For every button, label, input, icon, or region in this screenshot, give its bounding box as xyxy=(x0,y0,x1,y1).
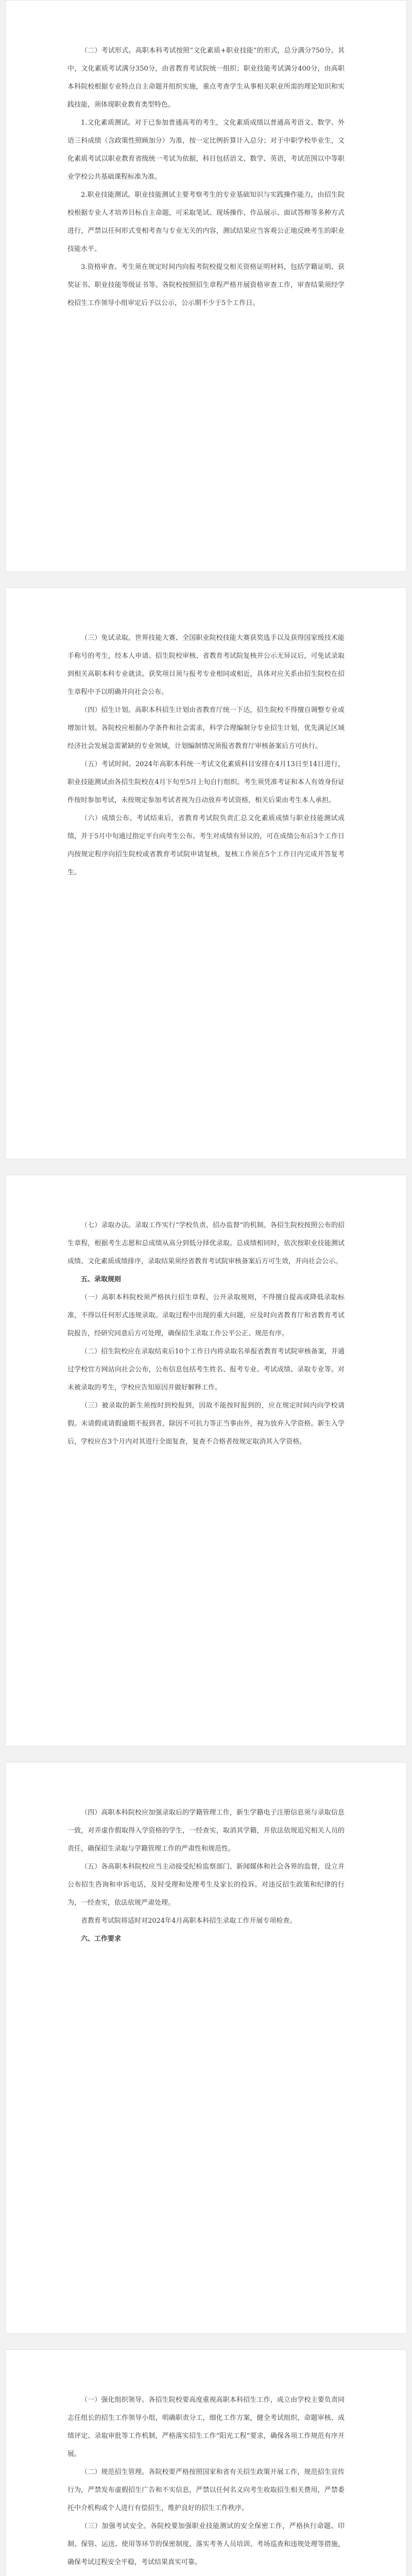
paragraph: （四）高职本科院校应加强录取后的学籍管理工作，新生学籍电子注册信息须与录取信息一致，对弄虚作假取得入学资格的学生，一经查实，取消其学籍，并依法依规追究相关人员的责任，确保招生录取与学籍管理工作的严肃性和规范性。 xyxy=(67,1809,345,1853)
paragraph: （二）规范招生管理。各院校要严格按照国家和省有关招生政策开展工作，规范招生宣传行为，严禁发布虚假招生广告和不实信息，严禁以任何名义向考生收取招生相关费用，严禁委托中介机构或个人进行有偿招生，维护良好的招生工作秩序。 xyxy=(67,2468,345,2512)
paragraph: （四）招生计划。高职本科招生计划由省教育厅统一下达，招生院校不得擅自调整专业或增加计划。各院校应根据办学条件和社会需求，科学合理编制分专业招生计划，优先满足区域经济社会发展急需紧缺的专业领域，计划编制情况须报省教育厅审核备案后方可执行。 xyxy=(67,706,345,750)
paragraph: （一）高职本科院校须严格执行招生章程，公开录取规则，不得擅自提高或降低录取标准，不得以任何形式违规录取。录取过程中出现的重大问题，应及时向省教育厅和省教育考试院报告，经研究同意后方可处理，确保招生录取工作公平公正、规范有序。 xyxy=(67,1294,345,1337)
page-5 xyxy=(5,2349,407,2576)
paragraph: （三）被录取的新生须按时到校报到，因故不能按时报到的，应在规定时间内向学校请假。未请假或请假逾期不报到者，除因不可抗力等正当事由外，视为放弃入学资格。新生入学后，学校应在3个月内对其进行全面复查，复查不合格者按规定取消其入学资格。 xyxy=(67,1402,345,1446)
paragraph xyxy=(67,2571,345,2576)
paragraph: （五）各高职本科院校应当主动接受纪检监察部门、新闻媒体和社会各界的监督，设立并公布招生咨询和申诉电话，及时受理和处理考生及家长的投诉。对违反招生政策和纪律的行为，一经查实，依法依规严肃处理。 xyxy=(67,1863,345,1907)
paragraph: （五）考试时间。2024年高职本科统一考试文化素质科目安排在4月13日至14日进行，职业技能测试由各招生院校在4月下旬至5月上旬自行组织。考生须凭准考证和本人有效身份证件按时参加考试，未按规定参加考试者视为自动放弃考试资格，相关后果由考生本人承担。 xyxy=(67,760,345,804)
paragraph: （三）加强考试安全。各院校要加强职业技能测试的安全保密工作，严格执行命题、印制、保管、运送、使用等环节的保密制度，落实考务人员培训、考场巡查和违规处理等措施，确保考试过程安全平稳，考试结果真实可靠。 xyxy=(67,2522,345,2566)
paragraph: （一）强化组织领导。各招生院校要高度重视高职本科招生工作，成立由学校主要负责同志任组长的招生工作领导小组，明确职责分工，细化工作方案，健全考试组织、命题审核、成绩评定、录取审批等工作机制，严格落实招生工作“阳光工程”要求，确保各项工作规范有序开展。 xyxy=(67,2396,345,2458)
page-4 xyxy=(5,1762,407,2334)
page-1 xyxy=(5,0,407,572)
paragraph: 1.文化素质测试。对于已参加普通高考的考生，文化素质成绩以普通高考语文、数学、外语三科成绩（含政策性照顾加分）为准，按一定比例折算计入总分；对于中职学校毕业生，文化素质考试以职业教育省级统一考试为依据，科目包括语文、数学、英语，考试范围以中等职业学校公共基础课程标准为准。 xyxy=(67,119,345,181)
paragraph: 2.职业技能测试。职业技能测试主要考察考生的专业基础知识与实践操作能力，由招生院校根据专业人才培养目标自主命题，可采取笔试、现场操作、作品展示、面试答辩等多种方式进行，严禁以任何形式变相考查与专业无关的内容，测试结果应当客观公正地反映考生的职业技能水平。 xyxy=(67,191,345,253)
paragraph: （二）招生院校应在录取结束后10个工作日内将录取名单报省教育考试院审核备案，并通过学校官方网站向社会公布，公布信息包括考生姓名、报考专业、考试成绩、录取专业等。对未被录取的考生，学校应告知原因并做好解释工作。 xyxy=(67,1348,345,1392)
paragraph: （六）成绩公布。考试结束后，省教育考试院负责汇总文化素质成绩与职业技能测试成绩，并于5月中旬通过指定平台向考生公布。考生对成绩有异议的，可在成绩公布后3个工作日内按规定程序向招生院校或省教育考试院申请复核，复核工作须在5个工作日内完成并答复考生。 xyxy=(67,815,345,876)
paragraph: 省教育考试院将适时对2024年4月高职本科招生录取工作开展专项检查。 xyxy=(81,1917,297,1925)
section-heading: 六、工作要求 xyxy=(81,1935,122,1943)
section-heading: 五、录取规则 xyxy=(81,1276,122,1283)
page-2 xyxy=(5,587,407,1159)
paragraph: （二）考试形式。高职本科考试按照“文化素质+职业技能”的形式，总分满分750分。其中，文化素质考试满分350分，由省教育考试院统一组织；职业技能考试满分400分，由高职本科院校根据专业特点自主命题并组织实施，重点考查学生从事相关职业所需的理论知识和实践技能，须体现职业教育类型特色。 xyxy=(67,47,345,109)
page-3 xyxy=(5,1175,407,1747)
paragraph: （七）录取办法。录取工作实行“学校负责、招办监督”的机制。各招生院校按照公布的招生章程，根据考生志愿和总成绩从高分到低分择优录取。总成绩相同时，依次按职业技能测试成绩、文化素质成绩排序，录取结果须经省教育考试院审核备案后方可生效，并向社会公示。 xyxy=(67,1222,345,1265)
paragraph: 3.资格审查。考生须在规定时间内向报考院校提交相关资格证明材料，包括学籍证明、获奖证书、职业技能等级证书等。各院校按照招生章程严格开展资格审查工作，审查结果须经学校招生工作领导小组审定后予以公示，公示期不少于5个工作日。 xyxy=(67,263,345,307)
paragraph: （三）免试录取。世界技能大赛、全国职业院校技能大赛获奖选手以及获得国家级技术能手称号的考生，经本人申请、招生院校审核、省教育考试院复核并公示无异议后，可免试录取到相关高职本科专业就读。获奖项目须与报考专业相同或相近，具体对应关系由招生院校在招生章程中予以明确并向社会公布。 xyxy=(67,634,345,696)
